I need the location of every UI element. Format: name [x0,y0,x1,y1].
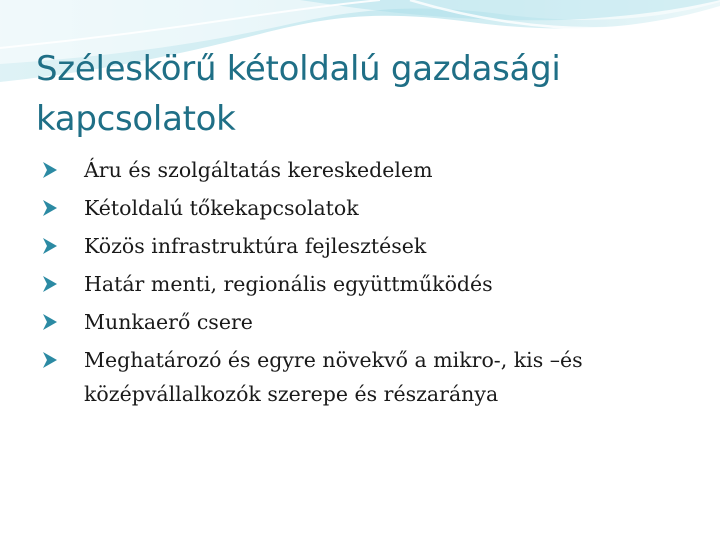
bullet-text: Közös infrastruktúra fejlesztések [84,234,427,258]
bullet-item [42,229,672,263]
bullet-list [42,153,672,415]
arrowhead-bullet-icon [42,275,58,293]
bullet-text: Határ menti, regionális együttműködés [84,272,493,296]
bullet-text: Áru és szolgáltatás kereskedelem [84,158,433,182]
bullet-text: Kétoldalú tőkekapcsolatok [84,196,359,220]
arrowhead-bullet-icon [42,237,58,255]
arrowhead-bullet-icon [42,199,58,217]
bullet-text: Munkaerő csere [84,310,253,334]
arrowhead-bullet-icon [42,161,58,179]
bullet-item [42,191,672,225]
bullet-item [42,343,672,411]
bullet-item [42,305,672,339]
bullet-item [42,153,672,187]
slide-title: Széleskörű kétoldalú gazdasági kapcsolatok [36,49,561,139]
arrowhead-bullet-icon [42,351,58,369]
bullet-text: Meghatározó és egyre növekvő a mikro-, kis –és középvállalkozók szerepe és részaránya [84,348,583,406]
arrowhead-bullet-icon [42,313,58,331]
bullet-item [42,267,672,301]
